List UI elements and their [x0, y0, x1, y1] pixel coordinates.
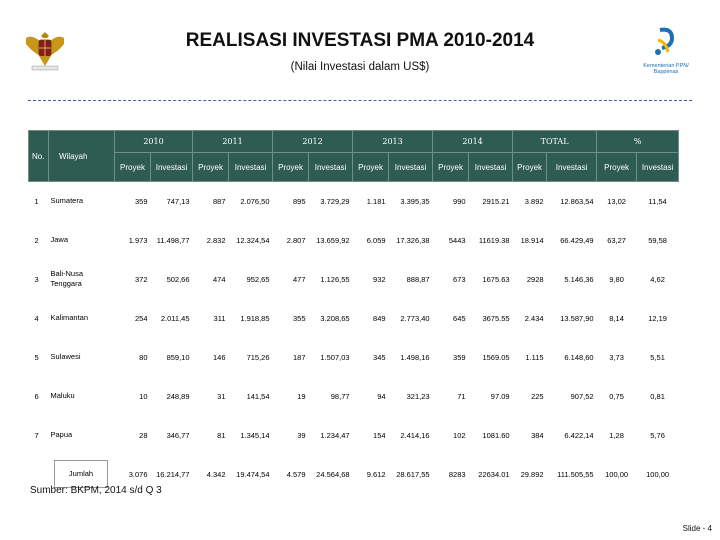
page-title: REALISASI INVESTASI PMA 2010-2014	[185, 30, 535, 51]
cell-investasi: 141,54	[246, 391, 270, 401]
cell-investasi: 12.863,54	[560, 196, 594, 206]
cell-region: Papua	[50, 430, 73, 439]
cell-proyek: 1,28	[609, 430, 624, 440]
cell-investasi: 747,13	[166, 196, 190, 206]
table-body	[29, 182, 679, 494]
cell-proyek: 146	[213, 352, 226, 362]
cell-investasi: 11.498,77	[156, 235, 190, 245]
cell-investasi: 59,58	[648, 235, 667, 245]
cell-investasi: 12.324,54	[236, 235, 270, 245]
cell-investasi: 0,81	[650, 391, 665, 401]
cell-investasi: 22634.01	[478, 469, 510, 479]
cell-investasi: 3.395,35	[400, 196, 430, 206]
cell-proyek: 2.434	[524, 313, 544, 323]
cell-proyek: 372	[134, 274, 148, 284]
cell-investasi: 1675.63	[482, 274, 510, 284]
cell-proyek: 2.832	[206, 235, 226, 245]
cell-proyek: 19	[297, 391, 306, 401]
cell-proyek: 4.342	[206, 469, 226, 479]
cell-proyek: 10	[139, 391, 148, 401]
cell-proyek: 311	[213, 313, 226, 323]
cell-proyek: 102	[453, 430, 466, 440]
cell-investasi: 12,19	[648, 313, 667, 323]
cell-proyek: 31	[217, 391, 226, 401]
cell-proyek: 154	[373, 430, 386, 440]
subheader-investasi: Investasi	[547, 153, 597, 182]
page-subtitle: (Nilai Investasi dalam US$)	[290, 61, 430, 73]
cell-proyek: 887	[213, 196, 226, 206]
cell-investasi: 1.498,16	[400, 352, 430, 362]
subheader-proyek: Proyek	[513, 153, 547, 182]
cell-investasi: 2.414,16	[400, 430, 430, 440]
cell-proyek: 63,27	[607, 235, 626, 245]
cell-investasi: 346,77	[166, 430, 190, 440]
cell-proyek: 3,73	[609, 352, 624, 362]
subheader-investasi: Investasi	[469, 153, 513, 182]
header-year-2012: 2012	[273, 131, 353, 153]
header-year-2014: 2014	[433, 131, 513, 153]
cell-region: Sumatera	[50, 196, 84, 206]
cell-no: 6	[34, 391, 39, 401]
bappenas-logo-text: Kementerian PPN/ Bappenas	[643, 63, 689, 75]
cell-proyek: 9,80	[609, 274, 624, 284]
cell-investasi: 1.345,14	[240, 430, 270, 440]
cell-no: 2	[34, 235, 39, 245]
cell-investasi: 97.09	[490, 391, 510, 401]
cell-investasi: 2.773,40	[400, 313, 430, 323]
cell-proyek: 4.579	[286, 469, 306, 479]
cell-proyek: 359	[134, 196, 148, 206]
source-note: Sumber: BKPM, 2014 s/d Q 3	[30, 485, 162, 496]
header-region: Wilayah	[49, 131, 115, 182]
cell-no: 4	[34, 313, 39, 323]
cell-investasi: 16.214,77	[156, 469, 190, 479]
cell-proyek: 2928	[526, 274, 544, 284]
table-row	[29, 338, 679, 377]
cell-investasi: 19.474,54	[236, 469, 270, 479]
cell-proyek: 8283	[448, 469, 466, 479]
table-row	[29, 299, 679, 338]
cell-investasi: 3.208,65	[320, 313, 350, 323]
cell-no: 3	[34, 274, 39, 284]
cell-investasi: 24.564,68	[316, 469, 350, 479]
cell-investasi: 1.918,85	[240, 313, 270, 323]
header-year-2010: 2010	[115, 131, 193, 153]
subheader-proyek: Proyek	[353, 153, 389, 182]
cell-proyek: 3.892	[524, 196, 544, 206]
cell-proyek: 849	[373, 313, 386, 323]
cell-proyek: 359	[453, 352, 466, 362]
cell-investasi: 6.422,14	[564, 430, 594, 440]
cell-proyek: 81	[217, 430, 226, 440]
cell-proyek: 384	[531, 430, 544, 440]
cell-investasi: 321,23	[406, 391, 430, 401]
cell-investasi: 2915.21	[482, 196, 510, 206]
cell-investasi: 2.076,50	[240, 196, 270, 206]
cell-proyek: 1.181	[366, 196, 386, 206]
header-percent: %	[597, 131, 679, 153]
table-row	[29, 260, 679, 299]
subheader-proyek: Proyek	[273, 153, 309, 182]
investment-table	[28, 130, 679, 494]
cell-investasi: 6.148,60	[564, 352, 594, 362]
subheader-proyek: Proyek	[597, 153, 637, 182]
cell-proyek: 225	[531, 391, 544, 401]
cell-proyek: 187	[293, 352, 306, 362]
subheader-proyek: Proyek	[193, 153, 229, 182]
cell-region: Maluku	[50, 391, 75, 400]
cell-proyek: 28	[139, 430, 148, 440]
cell-proyek: 932	[373, 274, 386, 284]
cell-investasi: 1081.60	[482, 430, 510, 440]
table-row	[29, 182, 679, 221]
cell-investasi: 1.126,55	[320, 274, 350, 284]
cell-investasi: 859,10	[166, 352, 190, 362]
cell-proyek: 13,02	[607, 196, 626, 206]
cell-proyek: 3.076	[128, 469, 148, 479]
cell-proyek: 94	[377, 391, 386, 401]
subheader-investasi: Investasi	[637, 153, 679, 182]
slide-number: Slide - 4	[682, 524, 712, 533]
cell-proyek: 2.807	[286, 235, 306, 245]
cell-investasi: 17.326,38	[396, 235, 430, 245]
cell-proyek: 1.973	[128, 235, 148, 245]
cell-investasi: 3.729,29	[320, 196, 350, 206]
cell-investasi: 11619.38	[478, 235, 510, 245]
cell-proyek: 645	[453, 313, 466, 323]
cell-region: Sulawesi	[50, 352, 81, 361]
cell-investasi: 888,87	[406, 274, 430, 284]
cell-proyek: 1.115	[525, 352, 544, 362]
cell-investasi: 66.429,49	[560, 235, 594, 245]
cell-no: 7	[34, 430, 39, 440]
subheader-row	[29, 153, 679, 182]
cell-proyek: 254	[134, 313, 148, 323]
cell-investasi: 11,54	[648, 196, 667, 206]
cell-investasi: 98,77	[330, 391, 350, 401]
cell-investasi: 2.011,45	[160, 313, 190, 323]
subheader-proyek: Proyek	[115, 153, 151, 182]
cell-proyek: 100,00	[605, 469, 629, 479]
cell-total-label: Jumlah	[54, 460, 108, 488]
table-row	[29, 221, 679, 260]
table-row	[29, 377, 679, 416]
cell-investasi: 248,89	[166, 391, 190, 401]
cell-proyek: 355	[293, 313, 306, 323]
cell-proyek: 5443	[448, 235, 466, 245]
header-divider	[28, 100, 692, 101]
cell-investasi: 1.234,47	[320, 430, 350, 440]
cell-proyek: 895	[293, 196, 306, 206]
cell-no: 1	[34, 196, 39, 206]
header-no: No.	[29, 131, 49, 182]
cell-proyek: 9.612	[366, 469, 386, 479]
cell-region: Kalimantan	[50, 313, 89, 322]
cell-investasi: 952,65	[246, 274, 270, 284]
cell-region: Bali-Nusa Tenggara	[50, 269, 84, 288]
subheader-investasi: Investasi	[229, 153, 273, 182]
header-total: TOTAL	[513, 131, 597, 153]
cell-no: 5	[34, 352, 39, 362]
cell-investasi: 1569.05	[482, 352, 510, 362]
cell-proyek: 71	[457, 391, 466, 401]
cell-proyek: 477	[293, 274, 306, 284]
cell-investasi: 502,66	[166, 274, 190, 284]
cell-investasi: 111.505,55	[557, 469, 594, 479]
cell-investasi: 907,52	[570, 391, 594, 401]
header-year-2011: 2011	[193, 131, 273, 153]
cell-investasi: 5,76	[650, 430, 665, 440]
cell-proyek: 80	[139, 352, 148, 362]
subheader-investasi: Investasi	[389, 153, 433, 182]
cell-investasi: 5.146,36	[564, 274, 594, 284]
header-year-2013: 2013	[353, 131, 433, 153]
cell-proyek: 29.892	[520, 469, 544, 479]
cell-proyek: 6.059	[366, 235, 386, 245]
cell-investasi: 28.617,55	[396, 469, 430, 479]
cell-investasi: 1.507,03	[320, 352, 350, 362]
cell-proyek: 673	[453, 274, 466, 284]
cell-proyek: 474	[213, 274, 226, 284]
subheader-proyek: Proyek	[433, 153, 469, 182]
cell-investasi: 13.659,92	[316, 235, 350, 245]
cell-region: Jawa	[50, 235, 69, 244]
cell-proyek: 345	[373, 352, 386, 362]
cell-proyek: 18.914	[520, 235, 544, 245]
cell-investasi: 13.587,90	[560, 313, 594, 323]
subheader-investasi: Investasi	[309, 153, 353, 182]
cell-proyek: 990	[453, 196, 466, 206]
table-row	[29, 416, 679, 455]
cell-proyek: 39	[297, 430, 306, 440]
cell-investasi: 100,00	[646, 469, 670, 479]
cell-proyek: 8,14	[609, 313, 624, 323]
cell-investasi: 3675.55	[482, 313, 510, 323]
subheader-investasi: Investasi	[151, 153, 193, 182]
cell-investasi: 5,51	[650, 352, 665, 362]
cell-investasi: 715,26	[246, 352, 270, 362]
cell-proyek: 0,75	[609, 391, 624, 401]
cell-investasi: 4,62	[650, 274, 665, 284]
